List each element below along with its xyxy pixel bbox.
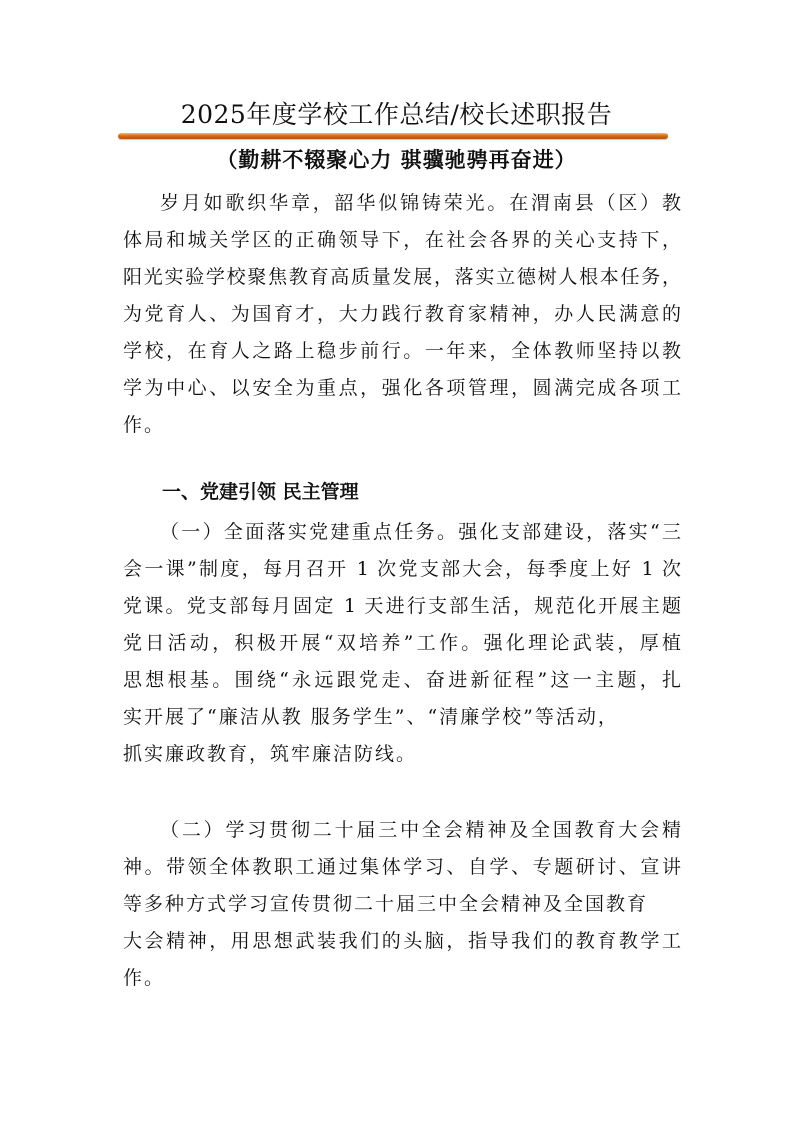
intro-line: 学校，在育人之路上稳步前行。一年来，全体教师坚持以教 <box>123 340 681 362</box>
section1-para1-line: 实开展了“廉洁从教 服务学生”、“清廉学校”等活动， <box>123 706 619 728</box>
section-heading: 一、党建引领 民主管理 <box>162 481 359 503</box>
section1-para2-line: （二）学习贯彻二十届三中全会精神及全国教育大会精 <box>160 819 681 841</box>
intro-line: 岁月如歌织华章，韶华似锦铸荣光。在渭南县（区）教 <box>160 192 681 214</box>
section1-para1-line: 抓实廉政教育，筑牢廉洁防线。 <box>123 743 418 765</box>
intro-line: 学为中心、以安全为重点，强化各项管理，圆满完成各项工 <box>123 377 681 399</box>
section1-para2-line: 神。带领全体教职工通过集体学习、自学、专题研讨、宣讲 <box>123 856 681 878</box>
section1-para2-line: 大会精神，用思想武装我们的头脑，指导我们的教育教学工 <box>123 930 681 952</box>
section1-para1-line: （一）全面落实党建重点任务。强化支部建设，落实“三 <box>160 521 681 543</box>
document-subtitle: （勤耕不辍聚心力 骐骥驰骋再奋进） <box>216 147 577 172</box>
intro-line: 阳光实验学校聚焦教育高质量发展，落实立德树人根本任务， <box>123 266 681 288</box>
section1-para1-line: 党日活动，积极开展“双培养”工作。强化理论武装，厚植 <box>123 632 681 654</box>
document-title: 2025年度学校工作总结/校长述职报告 <box>180 100 613 129</box>
section1-para2-line: 作。 <box>123 967 166 989</box>
section1-para1-line: 党课。党支部每月固定 1 天进行支部生活，规范化开展主题 <box>123 595 681 617</box>
intro-line: 体局和城关学区的正确领导下，在社会各界的关心支持下， <box>123 229 681 251</box>
section1-para1-line: 会一课”制度，每月召开 1 次党支部大会，每季度上好 1 次 <box>123 558 681 580</box>
section1-para2-line: 等多种方式学习宣传贯彻二十届三中全会精神及全国教育 <box>123 893 649 915</box>
intro-line: 作。 <box>123 414 166 436</box>
section1-para1-line: 思想根基。围绕“永远跟党走、奋进新征程”这一主题，扎 <box>123 669 681 691</box>
title-underline <box>118 133 668 139</box>
intro-line: 为党育人、为国育才，大力践行教育家精神，办人民满意的 <box>123 303 681 325</box>
